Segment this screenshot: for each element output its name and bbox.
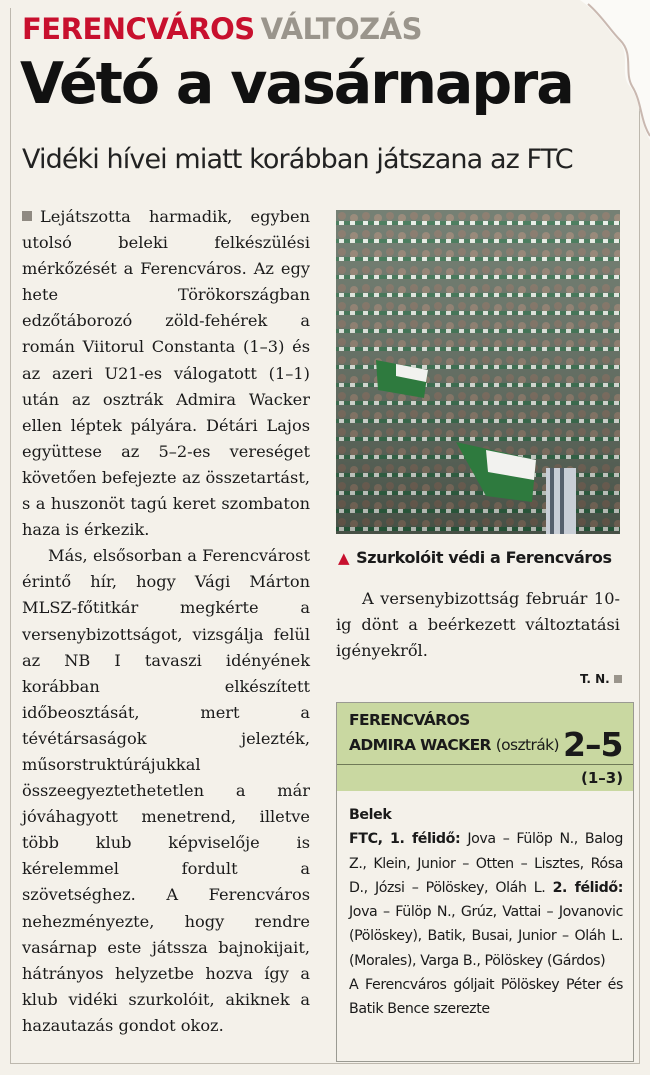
away-team-name: ADMIRA WACKER: [349, 736, 491, 754]
photo-caption-text: Szurkolóit védi a Ferencváros: [356, 548, 612, 567]
byline: [580, 672, 622, 686]
paragraph-2: Más, elsősorban a Ferencvárost érintő hír, hogy Vági Márton MLSZ-főtitkár megkérte a versenybizottságot, vizsgálja felül az NB I tavaszi idényének korábban elkészített időbeosztását, mert a tévétársaságok jelezték, műsorstruktúrájukkal összeegyeztethetetlen a már jóváhagyott menetrend, illetve több klub képviselője is kérelemmel fordult a szövetséghez. A Ferencváros nehezményezte, hogy rendre vasárnap este játssza bajnokijait, hátrányos helyzetbe hozva így a klub vidéki szurkolóit, akiknek a hazautazás gondot okoz.: [22, 546, 310, 1035]
paragraph-3: A versenybizottság február 10-ig dönt a beérkezett változtatási igényekről.: [336, 589, 620, 661]
triangle-up-icon: ▲: [338, 549, 350, 567]
end-marker-icon: [614, 675, 622, 683]
first-half-label: FTC, 1. félidő:: [349, 831, 461, 848]
second-half-lineup: Jova – Fülöp N., Grúz, Vattai – Jovanovic (Pölöskey), Batik, Busai, Junior – Oláh L. (Morales), Varga B., Pölöskey (Gárdos): [349, 904, 623, 969]
kicker-club: FERENCVÁROS: [22, 12, 255, 46]
halftime-score: (1–3): [581, 769, 624, 787]
match-result-box: [336, 702, 634, 1062]
paragraph-1: [22, 204, 310, 543]
second-half-label: 2. félidő:: [552, 879, 623, 896]
match-details: [349, 803, 623, 1022]
header-divider: [337, 764, 633, 765]
subheadline: Vidéki hívei miatt korábban játszana az FTC: [22, 144, 573, 175]
venue-text: Belek: [349, 807, 392, 823]
kicker-topic: VÁLTOZÁS: [260, 12, 422, 46]
photo-caption: [338, 548, 612, 567]
torn-corner-decoration: [580, 0, 650, 140]
lineups: [349, 827, 623, 973]
home-team: FERENCVÁROS: [349, 711, 470, 729]
fans-photo-illustration: [336, 210, 620, 534]
paragraph-marker-icon: [22, 211, 32, 221]
article-body-continued: [336, 586, 620, 664]
away-team-note: (osztrák): [495, 736, 560, 754]
final-score: 2–5: [563, 725, 623, 764]
paragraph-1-text: Lejátszotta harmadik, egyben utolsó beleki felkészülési mérkőzését a Ferencváros. Az egy hete Törökországban edzőtáborozó zöld-fehérek a román Viitorul Constanta (1–3) és az azeri U21-es válogatott (1–1) után az osztrák Admira Wacker ellen léptek pályára. Détári Lajos együttese az 5–2-es vereséget követően befejezte az összetartást, s a huszonöt tagú keret szombaton haza is érkezik.: [22, 207, 310, 540]
away-team: [349, 736, 559, 754]
article-body: [22, 204, 310, 1039]
match-result-header: [337, 703, 633, 791]
first-half-lineup: Jova – Fülöp N., Balog Z., Klein, Junior – Otten – Lisztes, Rósa D., Józsi – Pölöskey, Oláh L.: [349, 831, 623, 896]
scorers: A Ferencváros góljait Pölöskey Péter és Batik Bence szerezte: [349, 977, 623, 1018]
headline: Vétó a vasárnapra: [20, 51, 573, 117]
fans-photo: [336, 210, 620, 534]
kicker: [22, 12, 422, 46]
byline-text: T. N.: [580, 672, 610, 686]
match-venue: [349, 803, 623, 827]
